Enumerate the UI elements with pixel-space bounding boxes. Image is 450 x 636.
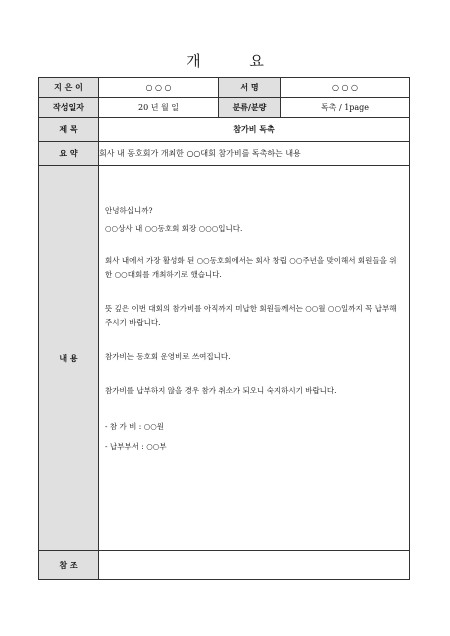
subject-value[interactable]: 참가비 독촉 <box>99 118 410 142</box>
greeting-text: 안녕하십니까? <box>105 206 153 215</box>
date-label: 작성일자 <box>39 98 99 118</box>
row-date <box>39 98 410 118</box>
summary-label: 요 약 <box>39 142 99 166</box>
content-label: 내 용 <box>39 166 99 551</box>
content-body[interactable] <box>99 166 410 551</box>
row-subject <box>39 118 410 142</box>
row-reference <box>39 551 410 580</box>
date-value[interactable]: 20 년 월 일 <box>99 98 219 118</box>
name-label: 서 명 <box>219 78 281 98</box>
category-value[interactable]: 독촉 / 1page <box>281 98 410 118</box>
paragraph-4: 참가비를 납부하지 않을 경우 참가 취소가 되오니 숙지하시기 바랍니다. <box>105 386 337 395</box>
document-title: 개 요 <box>186 52 286 70</box>
row-summary <box>39 142 410 166</box>
list-item-fee: - 참 가 비 : ○○원 <box>105 422 165 431</box>
category-label: 분류/분량 <box>219 98 281 118</box>
author-value[interactable]: ○ ○ ○ <box>99 78 219 98</box>
author-label: 지 은 이 <box>39 78 99 98</box>
reference-label: 참 조 <box>39 551 99 580</box>
name-value[interactable]: ○ ○ ○ <box>281 78 410 98</box>
paragraph-2: 뜻 깊은 이번 대회의 참가비를 아직까지 미납한 회원들께서는 ○○월 ○○일까지 꼭 납부해 주시기 바랍니다. <box>105 304 397 327</box>
summary-value[interactable]: 회사 내 동호회가 개최한 ○○대회 참가비를 독촉하는 내용 <box>99 142 410 166</box>
intro-text: ○○상사 내 ○○동호회 회장 ○○○입니다. <box>105 224 243 233</box>
list-item-department: - 납부부서 : ○○부 <box>105 442 167 451</box>
paragraph-1: 회사 내에서 가장 활성화 된 ○○동호회에서는 회사 창립 ○○주년을 맞이해서 회원들을 위한 ○○대회를 개최하기로 했습니다. <box>105 256 397 279</box>
row-content <box>39 166 410 551</box>
paragraph-3: 참가비는 동호회 운영비로 쓰여집니다. <box>105 352 231 361</box>
reference-value[interactable] <box>99 551 410 580</box>
overview-form-table <box>38 77 410 580</box>
subject-label: 제 목 <box>39 118 99 142</box>
row-author <box>39 78 410 98</box>
